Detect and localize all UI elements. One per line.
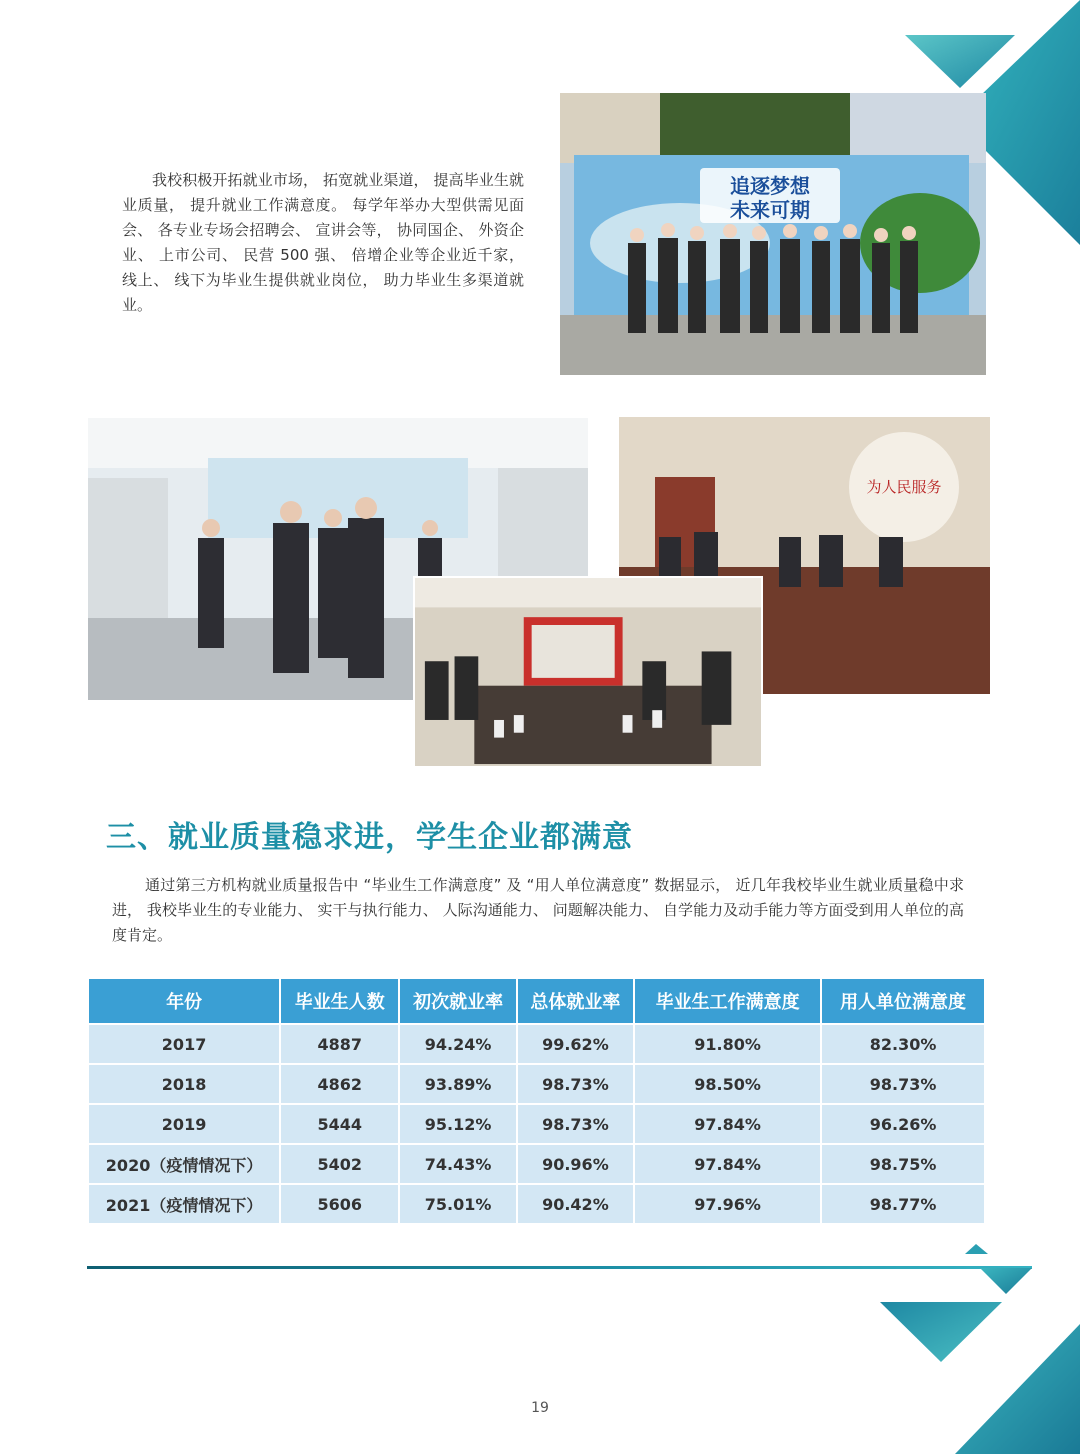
cell-employer-satisfaction: 98.73%: [822, 1065, 984, 1103]
cell-year: 2018: [89, 1065, 279, 1103]
bottom-right-triangle-decoration: [870, 1240, 1080, 1454]
cell-graduates: 5606: [281, 1185, 398, 1223]
cell-initial-rate: 75.01%: [400, 1185, 515, 1223]
cell-graduate-satisfaction: 91.80%: [635, 1025, 820, 1063]
table-row: [89, 1105, 984, 1143]
cell-employer-satisfaction: 98.77%: [822, 1185, 984, 1223]
section-title: 三、就业质量稳求进，学生企业都满意: [106, 820, 633, 855]
employment-stats-table: [87, 977, 986, 1225]
cell-overall-rate: 98.73%: [518, 1065, 633, 1103]
header-graduates: 毕业生人数: [281, 979, 398, 1023]
cell-employer-satisfaction: 96.26%: [822, 1105, 984, 1143]
cell-overall-rate: 98.73%: [518, 1105, 633, 1143]
cell-initial-rate: 95.12%: [400, 1105, 515, 1143]
header-initial-rate: 初次就业率: [400, 979, 515, 1023]
page-number: 19: [531, 1400, 549, 1416]
cell-initial-rate: 93.89%: [400, 1065, 515, 1103]
cell-initial-rate: 74.43%: [400, 1145, 515, 1183]
cell-graduates: 5444: [281, 1105, 398, 1143]
section-paragraph: 通过第三方机构就业质量报告中 “毕业生工作满意度” 及 “用人单位满意度” 数据显示， 近几年我校毕业生就业质量稳中求进， 我校毕业生的专业能力、 实干与执行能力、 人际沟通能力、 问题解决能力、 自学能力及动手能力等方面受到用人单位的高度肯定。: [112, 876, 964, 944]
banner-slogan-line2: 未来可期: [730, 198, 810, 222]
header-employer-satisfaction: 用人单位满意度: [822, 979, 984, 1023]
meeting-sign-text: 为人民服务: [866, 478, 942, 496]
cell-graduate-satisfaction: 97.96%: [635, 1185, 820, 1223]
conference-photo: [413, 576, 763, 768]
banner-slogan-line1: 追逐梦想: [730, 174, 810, 198]
cell-year: 2021（疫情情况下）: [89, 1185, 279, 1223]
table-header-row: [89, 979, 984, 1023]
table-row: [89, 1145, 984, 1183]
intro-paragraph: 我校积极开拓就业市场， 拓宽就业渠道， 提高毕业生就业质量， 提升就业工作满意度。 每学年举办大型供需见面会、 各专业专场会招聘会、 宣讲会等， 协同国企、 外资企业、 上市公司、 民营 500 强、 倍增企业等企业近千家， 线上、 线下为毕业生提供就业岗位， 助力毕业生多渠道就业。: [122, 171, 524, 314]
cell-overall-rate: 90.42%: [518, 1185, 633, 1223]
table-row: [89, 1185, 984, 1223]
cell-graduates: 4862: [281, 1065, 398, 1103]
cell-overall-rate: 99.62%: [518, 1025, 633, 1063]
table-row: [89, 1025, 984, 1063]
cell-graduates: 4887: [281, 1025, 398, 1063]
header-overall-rate: 总体就业率: [518, 979, 633, 1023]
cell-initial-rate: 94.24%: [400, 1025, 515, 1063]
cell-year: 2020（疫情情况下）: [89, 1145, 279, 1183]
cell-year: 2019: [89, 1105, 279, 1143]
cell-graduate-satisfaction: 98.50%: [635, 1065, 820, 1103]
cell-graduate-satisfaction: 97.84%: [635, 1105, 820, 1143]
cell-graduates: 5402: [281, 1145, 398, 1183]
cell-overall-rate: 90.96%: [518, 1145, 633, 1183]
table-row: [89, 1065, 984, 1103]
cell-year: 2017: [89, 1025, 279, 1063]
header-year: 年份: [89, 979, 279, 1023]
footer-divider: [87, 1266, 1032, 1269]
cell-employer-satisfaction: 98.75%: [822, 1145, 984, 1183]
cell-employer-satisfaction: 82.30%: [822, 1025, 984, 1063]
cell-graduate-satisfaction: 97.84%: [635, 1145, 820, 1183]
header-graduate-satisfaction: 毕业生工作满意度: [635, 979, 820, 1023]
job-fair-group-photo: [560, 93, 986, 375]
